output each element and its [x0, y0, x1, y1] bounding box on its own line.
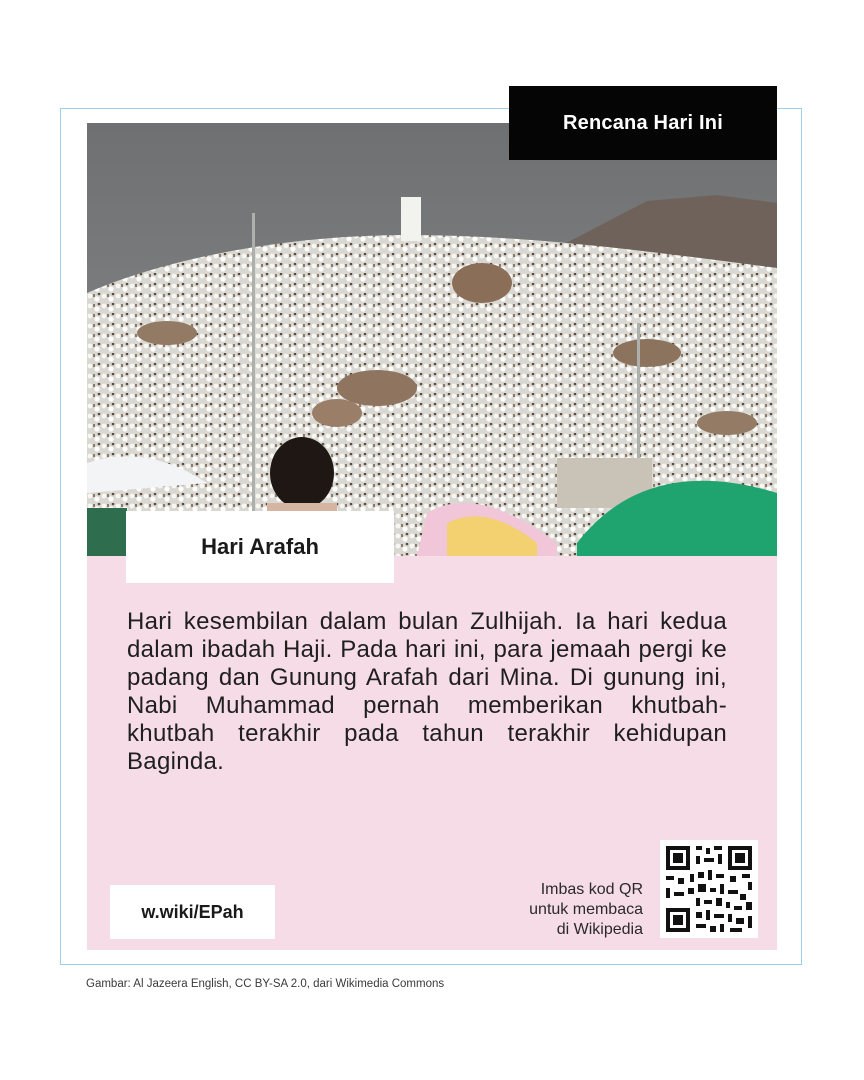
image-credit: Gambar: Al Jazeera English, CC BY-SA 2.0, dari Wikimedia Commons [86, 978, 445, 990]
arafah-photo [87, 123, 777, 556]
page-title: Hari Arafah [126, 511, 394, 583]
qr-caption-line: di Wikipedia [556, 921, 643, 938]
wiki-short-link[interactable]: w.wiki/EPah [110, 885, 275, 939]
article-summary: Hari kesembilan dalam bulan Zulhijah. Ia hari kedua dalam ibadah Haji. Pada hari ini, para jemaah pergi ke padang dan Gunung Arafah dari Mina. Di gunung ini, Nabi Muhammad pernah memberikan khutbah-khutbah terakhir pada tahun terakhir kehidupan Baginda. [127, 608, 727, 775]
qr-caption [470, 880, 643, 940]
qr-caption-line: Imbas kod QR [540, 881, 643, 898]
todays-plan-badge: Rencana Hari Ini [509, 86, 777, 160]
qr-code-icon[interactable] [660, 840, 758, 938]
qr-caption-line: untuk membaca [529, 901, 643, 918]
